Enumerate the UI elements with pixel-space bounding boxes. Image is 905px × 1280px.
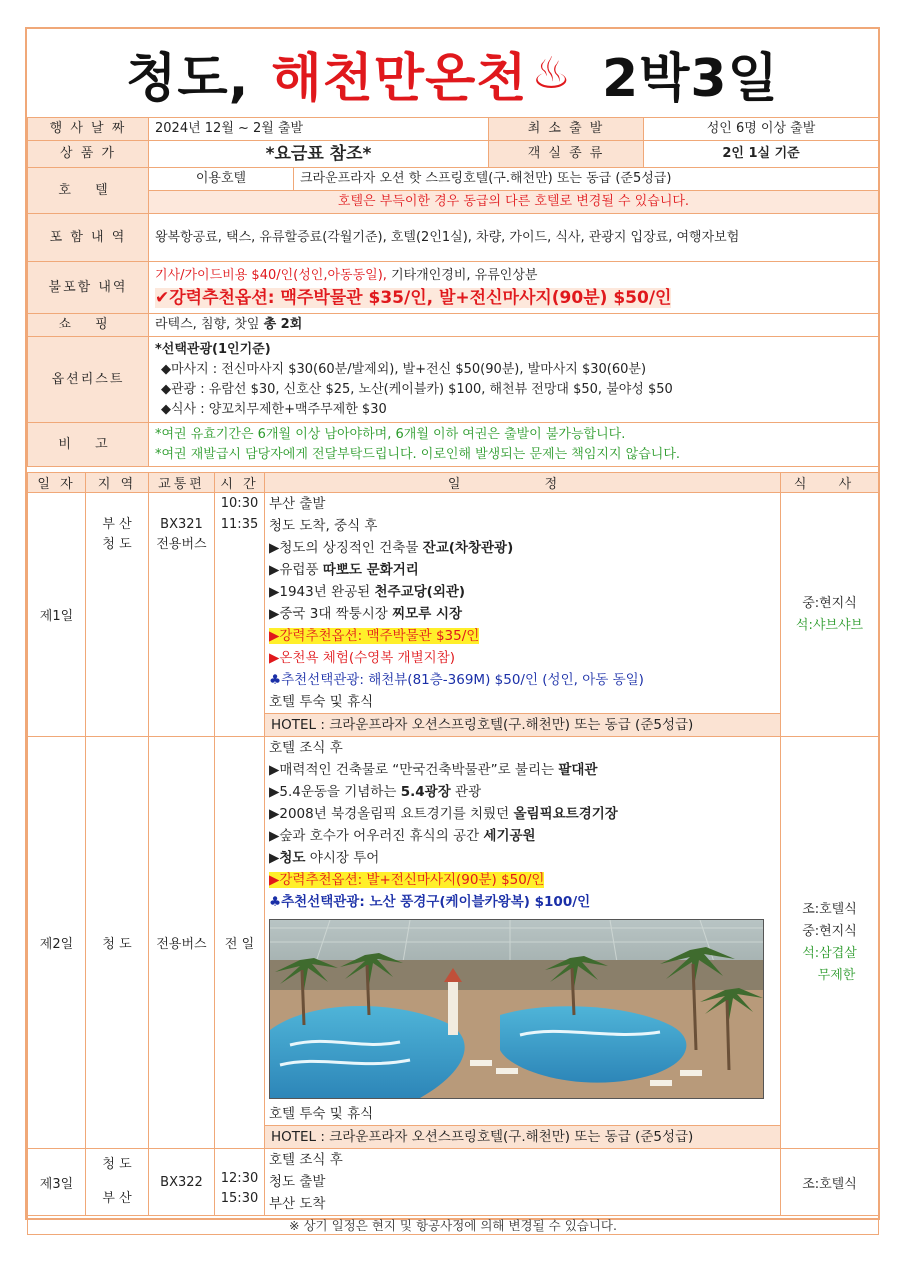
- info-table: [27, 117, 879, 467]
- day2-label: 제2일: [28, 737, 86, 1149]
- day3-meal: 조:호텔식: [781, 1149, 879, 1216]
- day1-meal: [781, 493, 879, 737]
- option-line: ◆마사지 : 전신마사지 $30(60분/발제외), 발+전신 $50(90분), 발마사지 $30(60분): [161, 361, 647, 377]
- include-value: 왕복항공료, 택스, 유류할증료(각월기준), 호텔(2인1실), 차량, 가이드, 식사, 관광지 입장료, 여행자보험: [149, 214, 879, 262]
- day1-label: 제1일: [28, 493, 86, 737]
- day3-label: 제3일: [28, 1149, 86, 1216]
- day3-line: 호텔 조식 후: [269, 1152, 343, 1168]
- exclude-value: [149, 262, 879, 314]
- day2-option: ▶강력추천옵션: 발+전신마사지(90분) $50/인: [269, 872, 545, 888]
- day1-row: [28, 493, 879, 737]
- page-title: [27, 29, 878, 118]
- day3-area: [86, 1149, 149, 1216]
- departure-label: 행 사 날 짜: [28, 118, 149, 141]
- room-type-label: 객 실 종 류: [489, 141, 644, 168]
- option-line: ◆식사 : 양꼬치무제한+맥주무제한 $30: [161, 401, 387, 417]
- day1-bus: 전용버스: [156, 537, 207, 552]
- day3-time1: 12:30: [220, 1171, 259, 1186]
- day2-time: 전 일: [215, 737, 265, 1149]
- day2-itinerary: [265, 737, 781, 1149]
- schedule-table: [27, 472, 879, 1235]
- day1-time: [215, 493, 265, 737]
- col-day: 일 자: [28, 473, 86, 493]
- day1-line: 부산 출발: [269, 496, 326, 512]
- day1-line: ▶유럽풍 따뽀도 문화거리: [269, 562, 419, 578]
- day2-line: ▶5.4운동을 기념하는 5.4광장 관광: [269, 784, 482, 800]
- day1-area-to: 청 도: [102, 537, 132, 552]
- day2-line: ▶숲과 호수가 어우러진 휴식의 공간 세기공원: [269, 828, 536, 844]
- day3-transport: BX322: [149, 1149, 215, 1216]
- day3-time2: 15:30: [220, 1191, 259, 1206]
- day1-hotel-rest: 호텔 투숙 및 휴식: [269, 694, 374, 710]
- col-transport: 교통편: [149, 473, 215, 493]
- day1-lunch: 중:현지식: [802, 595, 857, 611]
- day2-line: ▶청도 야시장 투어: [269, 850, 380, 866]
- note-line: *여권 재발급시 담당자에게 전달부탁드립니다. 이로인해 발생되는 문제는 책임지지 않습니다.: [155, 446, 681, 462]
- day1-time1: 10:30: [220, 496, 259, 511]
- day2-area: 청 도: [86, 737, 149, 1149]
- hotel-notice: 호텔은 부득이한 경우 동급의 다른 호텔로 변경될 수 있습니다.: [149, 191, 879, 214]
- day3-area-to: 부 산: [102, 1191, 132, 1206]
- day2-breakfast: 조:호텔식: [802, 901, 857, 917]
- option-label: 옵션리스트: [28, 337, 149, 423]
- day2-transport: 전용버스: [149, 737, 215, 1149]
- day1-spot: 잔교(차창관광): [422, 540, 514, 556]
- day1-area: [86, 493, 149, 737]
- day1-spot: 따뽀도 문화거리: [322, 562, 419, 578]
- day1-dinner: 석:샤브샤브: [795, 617, 864, 633]
- day1-area-from: 부 산: [102, 517, 132, 532]
- note-line: *여권 유효기간은 6개월 이상 남아야하며, 6개월 이하 여권은 출발이 불가능합니다.: [155, 426, 626, 442]
- hotel-sub-label: 이용호텔: [149, 168, 294, 191]
- hotel-label: 호 텔: [28, 168, 149, 214]
- title-duration: 2박3일: [602, 48, 779, 109]
- col-time: 시 간: [215, 473, 265, 493]
- document-frame: [25, 27, 880, 1233]
- col-area: 지 역: [86, 473, 149, 493]
- day1-flight: BX321: [160, 517, 203, 532]
- day1-transport: [149, 493, 215, 737]
- day1-line: ▶청도의 상징적인 건축물 잔교(차창관광): [269, 540, 514, 556]
- day1-line: ▶중국 3대 짝퉁시장 찌모루 시장: [269, 606, 463, 622]
- hotel-value: 크라운프라자 오션 핫 스프링호텔(구.해천만) 또는 동급 (준5성급): [294, 168, 879, 191]
- note-label: 비 고: [28, 423, 149, 467]
- day1-time2: 11:35: [220, 517, 259, 532]
- day2-dinner-note: 무제한: [817, 967, 856, 983]
- shopping-items: 라텍스, 침향, 찻잎: [155, 317, 264, 332]
- waterpark-illustration: [270, 920, 763, 1098]
- include-label: 포 함 내 역: [28, 214, 149, 262]
- day2-hotel-rest: 호텔 투숙 및 휴식: [269, 1106, 374, 1122]
- day2-recommend: ♣추천선택관광: 노산 풍경구(케이블카왕복) $100/인: [269, 894, 591, 910]
- option-list: [149, 337, 879, 423]
- option-title: *선택관광(1인기준): [155, 341, 271, 357]
- day3-itinerary: [265, 1149, 781, 1216]
- price-label: 상 품 가: [28, 141, 149, 168]
- shopping-label: 쇼 핑: [28, 314, 149, 337]
- col-meal: 식 사: [781, 473, 879, 493]
- title-product: 해천만온천: [271, 48, 528, 109]
- day1-spot: 찌모루 시장: [392, 606, 463, 622]
- min-departure-label: 최 소 출 발: [489, 118, 644, 141]
- price-value: *요금표 참조*: [149, 141, 489, 168]
- exclude-rest: 기타개인경비, 유류인상분: [386, 267, 538, 283]
- day2-row: [28, 737, 879, 1149]
- shopping-value: [149, 314, 879, 337]
- hot-spring-icon: ♨: [531, 47, 572, 99]
- day3-row: [28, 1149, 879, 1216]
- day2-hotel: HOTEL : 크라운프라자 오션스프링호텔(구.해천만) 또는 동급 (준5성급): [265, 1125, 780, 1148]
- day1-recommend: ♣추천선택관광: 해천뷰(81층-369M) $50/인 (성인, 아동 동일): [269, 672, 644, 688]
- shopping-count: 총 2회: [263, 317, 303, 332]
- day2-line: ▶매력적인 건축물로 “만국건축박물관”로 불리는 팔대관: [269, 762, 598, 778]
- min-departure-value: 성인 6명 이상 출발: [644, 118, 879, 141]
- departure-value: 2024년 12월 ~ 2월 출발: [149, 118, 489, 141]
- day1-experience: ▶온천욕 체험(수영복 개별지참): [269, 650, 455, 666]
- day1-spot: 천주교당(외관): [374, 584, 466, 600]
- day2-dinner: 석:삼겹살: [802, 945, 857, 961]
- option-line: ◆관광 : 유람선 $30, 신호산 $25, 노산(케이블카) $100, 해천뷰 전망대 $50, 불야성 $50: [161, 381, 673, 397]
- col-itinerary: 일 정: [265, 473, 781, 493]
- note-value: [149, 423, 879, 467]
- day1-line: ▶1943년 완공된 천주교당(외관): [269, 584, 466, 600]
- recommended-option: ✔강력추천옵션: 맥주박물관 $35/인, 발+전신마사지(90분) $50/인: [155, 287, 672, 308]
- day1-option: ▶강력추천옵션: 맥주박물관 $35/인: [269, 628, 480, 644]
- guide-fee: 기사/가이드비용 $40/인(성인,아동동일),: [155, 267, 387, 283]
- day1-line: 청도 도착, 중식 후: [269, 518, 378, 534]
- day3-line: 부산 도착: [269, 1196, 326, 1212]
- day1-hotel: HOTEL : 크라운프라자 오션스프링호텔(구.해천만) 또는 동급 (준5성급): [265, 713, 780, 736]
- indoor-waterpark-photo: [269, 919, 764, 1099]
- day3-area-from: 청 도: [102, 1157, 132, 1172]
- day2-line: ▶2008년 북경올림픽 요트경기를 치뤘던 올림픽요트경기장: [269, 806, 618, 822]
- exclude-label: 불포함 내역: [28, 262, 149, 314]
- footer-notice: ※ 상기 일정은 현지 및 항공사정에 의해 변경될 수 있습니다.: [28, 1216, 879, 1235]
- room-type-value: 2인 1실 기준: [644, 141, 879, 168]
- day3-line: 청도 출발: [269, 1174, 326, 1190]
- title-city: 청도,: [126, 48, 250, 109]
- day3-time: [215, 1149, 265, 1216]
- day1-itinerary: [265, 493, 781, 737]
- day2-meal: [781, 737, 879, 1149]
- day2-line: 호텔 조식 후: [269, 740, 343, 756]
- day2-lunch: 중:현지식: [802, 923, 857, 939]
